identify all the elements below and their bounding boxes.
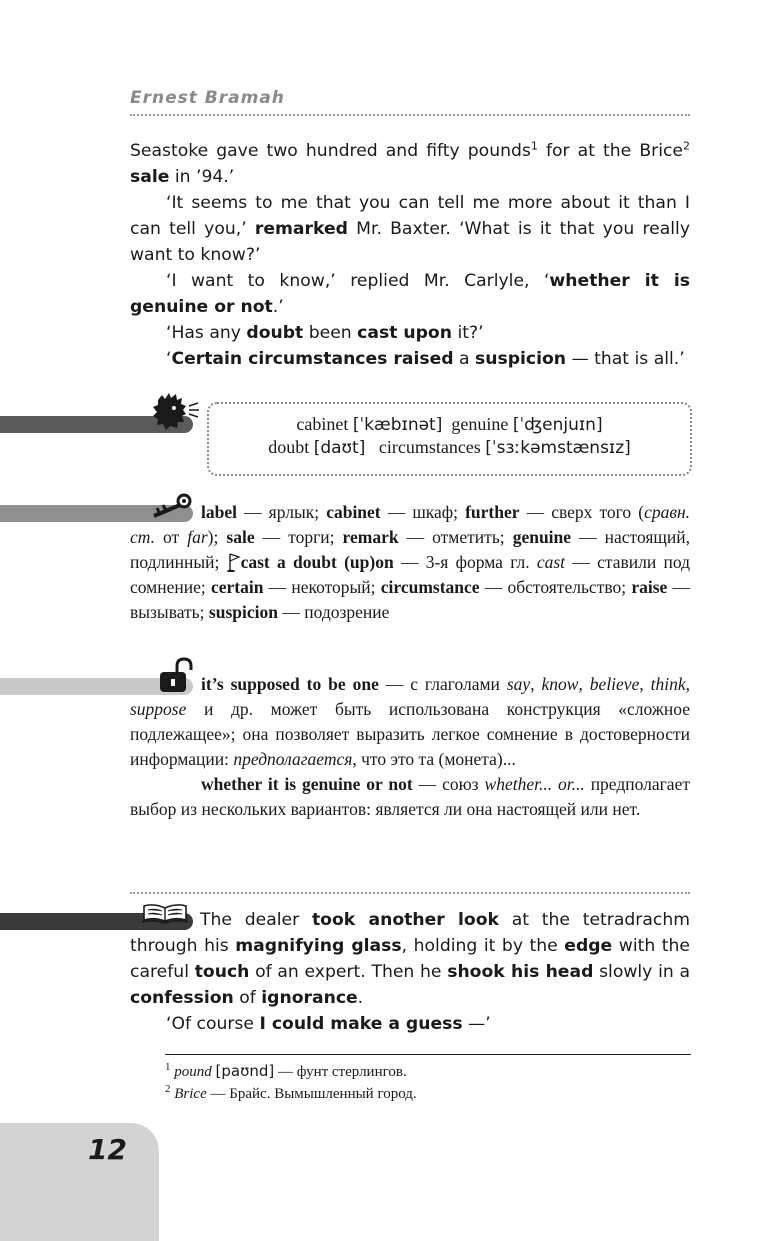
footnotes [165,1060,691,1105]
footnote-ref[interactable]: 1 [530,139,538,153]
grammar-note: it’s supposed to be one — с глаголами say, know, believe, think, suppose и др. может быть использована конструкция «сложное подлежащее»; она позволяет выразить легкое сомнение в достоверности информации: предполагается, что это та (монета)... [130,674,691,769]
footnote-ref[interactable]: 2 [683,139,690,153]
page-number-tab [0,1123,159,1241]
pronunciation-line: doubt [daʊt] circumstances [ˈsɜːkəmstænsɪz] [268,437,631,458]
paragraph: ‘Of course I could make a guess —’ [166,1014,491,1034]
page-number: 12 [88,1133,127,1166]
flag-icon [227,552,241,572]
paragraph: ‘I want to know,’ replied Mr. Carlyle, ‘whether it is genuine or not.’ [130,271,690,317]
vocabulary-text: label — ярлык; cabinet — шкаф; further — сверх того (сравн. ст. от far); sale — торги; remark — отметить; genuine — настоящий, подлинный; cast a doubt (up)on — 3-я форма гл. cast — ставили под сомнение; certain — некоторый; circumstance — обстоятельство; raise — вызывать; suspicion — подозрение [130,502,690,622]
running-header [130,88,690,116]
grammar-text [130,672,690,822]
paragraph: ‘It seems to me that you can tell me more about it than I can tell you,’ remarked Mr. Baxter. ‘What is it that you really want to know?’ [130,193,690,265]
pronunciation-line: cabinet [ˈkæbɪnət] genuine [ˈʤenjuɪn] [296,414,603,435]
footnote: $^2$ Brice — Брайс. Вымышленный город. [165,1083,417,1102]
grammar-note: whether it is genuine or not — союз whether... or... предполагает выбор из нескольких вариантов: является ли она настоящей или нет. [130,774,690,819]
paragraph: Seastoke gave two hundred and fifty pounds$^1$ for at the Brice$^2$ sale in ’94.’ [130,139,690,187]
paragraph: The dealer took another look at the tetradrachm through his magnifying glass, holding it by the edge with the careful touch of an expert. Then he shook his head slowly in a confession of ignorance. [130,910,690,1008]
paragraph: ‘Has any doubt been cast upon it?’ [166,323,484,343]
pronunciation-box [207,402,692,476]
paragraph: ‘Certain circumstances raised a suspicion — that is all.’ [166,349,685,369]
story-text-1 [130,138,690,372]
speaker-head-icon [152,392,200,432]
footnote-rule [165,1054,691,1055]
footnote: $^1$ pound [paʊnd] — фунт стерлингов. [165,1061,407,1080]
section-divider [130,892,690,894]
story-text-2 [130,907,690,1037]
author-name: Ernest Bramah [130,88,285,108]
